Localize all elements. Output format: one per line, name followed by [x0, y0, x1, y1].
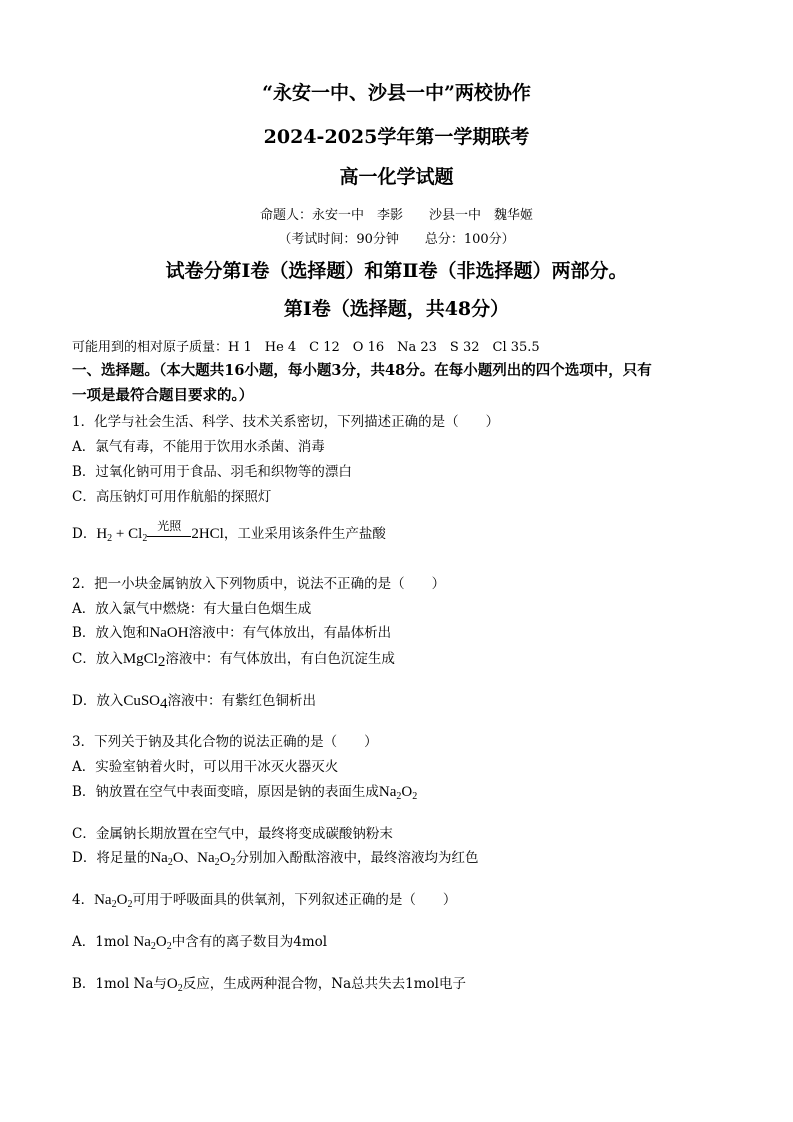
q2-option-b	[72, 621, 391, 642]
q2-stem: 2．把一小块金属钠放入下列物质中，说法不正确的是（ ）	[72, 576, 446, 592]
chem-sub: 2	[396, 791, 402, 802]
chem-na: Na	[197, 850, 215, 866]
chem-sub: 4	[160, 696, 168, 712]
exam-authors: 命题人：永安一中 李影 沙县一中 魏华姬	[259, 208, 533, 223]
chem-na: Na	[133, 934, 151, 950]
chem-sub: 2	[167, 857, 173, 868]
eq-h: H	[96, 526, 108, 542]
q3-option-d	[72, 846, 479, 867]
exam-info: （考试时间：90分钟 总分：100分）	[278, 232, 515, 247]
q1-stem: 1．化学与社会生活、科学、技术关系密切，下列描述正确的是（ ）	[72, 414, 500, 430]
title-term: 2024-2025学年第一学期联考	[263, 126, 530, 148]
title-subject: 高一化学试题	[339, 166, 454, 188]
q4-option-a	[72, 930, 327, 951]
chem-sub: 2	[157, 654, 166, 670]
q3-b-prefix: B．钠放置在空气中表面变暗，原因是钠的表面生成	[72, 784, 379, 800]
chem-sub: 2	[150, 941, 156, 952]
reaction-arrow	[147, 518, 191, 542]
chem-na2o2: $Na_2O_2$	[94, 892, 133, 910]
q4-number: 4．	[72, 892, 95, 908]
q3-d-suffix: 分别加入酚酞溶液中，最终溶液均为红色	[235, 850, 479, 866]
chem-cuso4: CuSO	[123, 693, 161, 709]
q2-option-a: A．放入氯气中燃烧：有大量白色烟生成	[72, 601, 312, 617]
chem-naoh: NaOH	[149, 625, 189, 641]
chem-na: Na	[378, 784, 397, 800]
chem-sub: 2	[412, 791, 418, 802]
q4-a-suffix: 中含有的离子数目为4mol	[171, 934, 328, 950]
reaction-condition: 光照	[157, 518, 182, 533]
q2-b-suffix: 溶液中：有气体放出，有晶体析出	[188, 625, 392, 641]
q1-option-c: C．高压钠灯可用作航船的探照灯	[72, 489, 272, 505]
q4-b-prefix: B．1mol Na与	[72, 976, 167, 992]
eq-cl: + Cl	[112, 526, 143, 542]
chem-na2o2: $Na_2O_2$	[133, 934, 172, 952]
section-heading-line1: 一、选择题。（本大题共16小题，每小题3分，共48分。在每小题列出的四个选项中，只有	[72, 362, 652, 379]
q2-b-prefix: B．放入饱和	[72, 625, 150, 641]
q4-option-b	[72, 972, 466, 993]
q2-c-suffix: 溶液中：有气体放出，有白色沉淀生成	[165, 651, 395, 667]
chem-o: O	[166, 976, 178, 992]
q4-stem	[72, 888, 456, 909]
chem-sub: 2	[177, 983, 183, 994]
paper-intro: 试卷分第Ⅰ卷（选择题）和第Ⅱ卷（非选择题）两部分。	[165, 260, 628, 282]
q1-option-a: A．氯气有毒，不能用于饮用水杀菌、消毒	[72, 439, 325, 455]
q3-d-prefix: D．将足量的	[72, 850, 151, 866]
chem-sub: 2	[111, 899, 117, 910]
chem-sub: 2	[127, 899, 133, 910]
q4-stem-text: 可用于呼吸面具的供氧剂，下列叙述正确的是（ ）	[132, 892, 457, 908]
q2-d-suffix: 溶液中：有紫红色铜析出	[167, 693, 317, 709]
q1-d-suffix: ，工业采用该条件生产盐酸	[223, 526, 386, 542]
chem-o2	[167, 976, 183, 992]
q4-b-suffix: 反应，生成两种混合物，Na总共失去1mol电子	[182, 976, 466, 992]
q3-option-c: C．金属钠长期放置在空气中，最终将变成碳酸钠粉末	[72, 826, 393, 842]
q3-d-separator: 、	[183, 850, 198, 866]
q2-option-c	[72, 647, 395, 668]
part-title: 第Ⅰ卷（选择题，共48分）	[283, 298, 510, 320]
q3-option-a: A．实验室钠着火时，可以用干冰灭火器灭火	[72, 759, 339, 775]
q1-d-equation	[96, 518, 224, 544]
q1-d-prefix: D．	[72, 526, 97, 542]
q2-c-prefix: C．放入	[72, 651, 123, 667]
chem-na2o2: $Na_2O_2$	[378, 784, 418, 802]
eq-sub: 2	[142, 533, 148, 544]
chem-na: Na	[150, 850, 168, 866]
chem-na2o2: $Na_2O_2$	[197, 850, 236, 868]
q1-option-d	[72, 518, 386, 544]
eq-sub: 2	[107, 533, 113, 544]
q4-a-prefix: A．1mol	[72, 934, 134, 950]
section-heading-line2: 一项是最符合题目要求的。）	[72, 387, 254, 404]
q2-d-prefix: D．放入	[72, 693, 124, 709]
eq-product: 2HCl	[191, 526, 224, 542]
q3-stem: 3．下列关于钠及其化合物的说法正确的是（ ）	[72, 734, 378, 750]
atomic-masses: 可能用到的相对原子质量：H 1 He 4 C 12 O 16 Na 23 S 32 Cl 35.5	[72, 340, 540, 355]
chem-na2o: $Na_2O$	[150, 850, 184, 868]
q3-option-b	[72, 780, 417, 801]
q2-option-d	[72, 689, 316, 710]
chem-sub: 2	[166, 941, 172, 952]
q1-option-b: B．过氧化钠可用于食品、羽毛和织物等的漂白	[72, 464, 352, 480]
chem-sub: 2	[230, 857, 236, 868]
chem-sub: 2	[214, 857, 220, 868]
chem-na: Na	[94, 892, 112, 908]
chem-mgcl2: MgCl	[122, 651, 158, 667]
title-schools: “永安一中、沙县一中”两校协作	[262, 82, 531, 104]
